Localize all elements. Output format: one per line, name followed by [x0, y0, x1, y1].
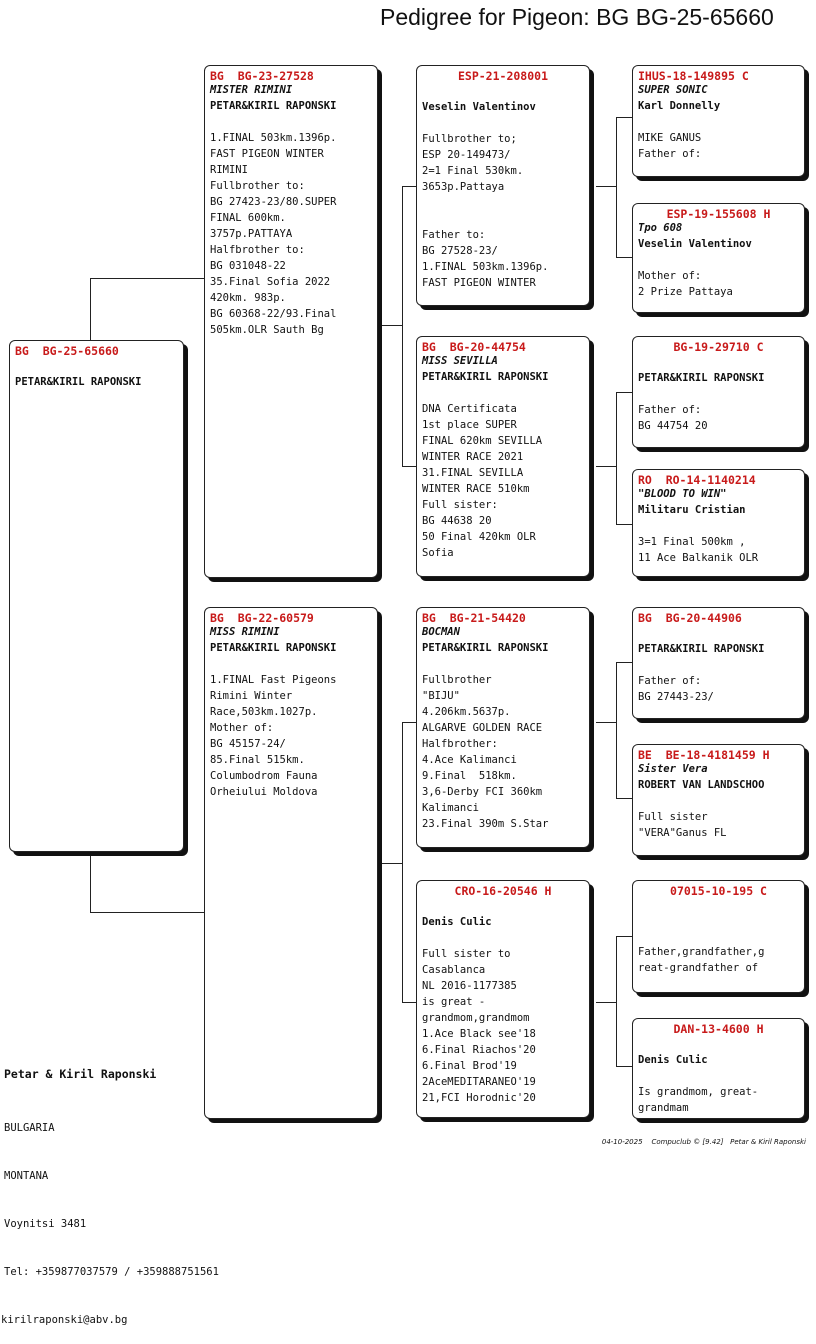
- connector: [616, 936, 617, 1066]
- ring-number: BG-19-29710 C: [673, 340, 764, 354]
- ring-number: ESP-21-208001: [457, 69, 548, 83]
- owner: Militaru Cristian: [638, 504, 746, 516]
- sire-dam-card[interactable]: [416, 336, 590, 577]
- ring-number: BG BG-20-44906: [638, 611, 742, 625]
- connector: [616, 257, 632, 258]
- pigeon-name: MISTER RIMINI: [210, 84, 293, 96]
- owner: Veselin Valentinov: [422, 101, 536, 113]
- connector: [90, 278, 91, 340]
- ring-number: RO RO-14-1140214: [638, 473, 756, 487]
- breeder-phone: Tel: +359877037579 / +359888751561: [4, 1266, 219, 1278]
- connector: [402, 186, 403, 466]
- connector: [90, 912, 204, 913]
- connector: [402, 466, 416, 467]
- ring-number: CRO-16-20546 H: [454, 884, 552, 898]
- ring-number: BG BG-20-44754: [422, 340, 526, 354]
- owner: PETAR&KIRIL RAPONSKI: [210, 642, 337, 654]
- owner: ROBERT VAN LANDSCHOO: [638, 779, 765, 791]
- ring-number: DAN-13-4600 H: [673, 1022, 764, 1036]
- connector: [616, 798, 632, 799]
- connector: [402, 186, 416, 187]
- notes: Full sister "VERA"Ganus FL: [638, 811, 727, 839]
- connector: [402, 722, 403, 1002]
- breeder-name: Petar & Kiril Raponski: [4, 1067, 157, 1081]
- footer-credits: 04-10-2025 Compuclub © [9.42] Petar & Kiril Raponski: [601, 1138, 806, 1146]
- breeder-town: Voynitsi 3481: [4, 1218, 87, 1230]
- connector: [90, 278, 204, 279]
- sire-dam-sire-card[interactable]: [632, 336, 805, 448]
- connector: [616, 1066, 632, 1067]
- owner: Veselin Valentinov: [638, 238, 752, 250]
- notes: 3=1 Final 500km , 11 Ace Balkanik OLR: [638, 536, 759, 564]
- ring-number: IHUS-18-149895 C: [638, 69, 749, 83]
- connector: [596, 1002, 616, 1003]
- pigeon-name: BOCMAN: [422, 626, 460, 638]
- breeder-email: kirilraponski@abv.bg: [1, 1314, 128, 1326]
- connector: [90, 852, 91, 912]
- dam-sire-sire-card[interactable]: [632, 607, 805, 719]
- pigeon-name: Tpo 608: [638, 222, 683, 234]
- dam-dam-dam-card[interactable]: [632, 1018, 805, 1119]
- connector: [402, 722, 416, 723]
- connector: [382, 863, 402, 864]
- connector: [616, 392, 632, 393]
- owner: Denis Culic: [422, 916, 492, 928]
- connector: [596, 466, 616, 467]
- notes: Is grandmom, great- grandmam: [638, 1086, 759, 1114]
- connector: [596, 186, 616, 187]
- connector: [402, 1002, 416, 1003]
- notes: Father of: BG 44754 20: [638, 404, 708, 432]
- connector: [616, 117, 617, 257]
- ring-number: BG BG-22-60579: [210, 611, 314, 625]
- notes: DNA Certificata 1st place SUPER FINAL 620km SEVILLA WINTER RACE 2021 31.FINAL SEVILLA WINTER RACE 510km Full sister: BG 44638 20 50 Final 420km OLR Sofia: [422, 403, 543, 559]
- notes: 1.FINAL Fast Pigeons Rimini Winter Race,503km.1027p. Mother of: BG 45157-24/ 85.Final 515km. Columbodrom Fauna Orheiului Moldova: [210, 674, 337, 798]
- notes: Mother of: 2 Prize Pattaya: [638, 270, 733, 298]
- ring-number: BE BE-18-4181459 H: [638, 748, 770, 762]
- notes: Full sister to Casablanca NL 2016-1177385 is great - grandmom,grandmom 1.Ace Black see'18 6.Final Riachos'20 6.Final Brod'19 2AceMEDITARANEO'19 21,FCI Horodnic'20: [422, 948, 536, 1104]
- sire-dam-dam-card[interactable]: [632, 469, 805, 577]
- connector: [382, 325, 402, 326]
- owner: Karl Donnelly: [638, 100, 721, 112]
- owner: PETAR&KIRIL RAPONSKI: [638, 643, 765, 655]
- owner: PETAR&KIRIL RAPONSKI: [210, 100, 337, 112]
- pigeon-name: "BLOOD TO WIN": [638, 488, 727, 500]
- page-title: Pedigree for Pigeon: BG BG-25-65660: [380, 4, 774, 30]
- notes: Father of: BG 27443-23/: [638, 675, 714, 703]
- owner: PETAR&KIRIL RAPONSKI: [638, 372, 765, 384]
- breeder-address: [1, 1034, 219, 1344]
- breeder-country: BULGARIA: [4, 1122, 55, 1134]
- owner: Denis Culic: [638, 1054, 708, 1066]
- connector: [616, 662, 632, 663]
- owner: PETAR&KIRIL RAPONSKI: [422, 371, 549, 383]
- pigeon-name: SUPER SONIC: [638, 84, 708, 96]
- owner: PETAR&KIRIL RAPONSKI: [422, 642, 549, 654]
- dam-dam-card[interactable]: [416, 880, 590, 1118]
- connector: [616, 392, 617, 524]
- connector: [616, 117, 632, 118]
- pigeon-name: MISS SEVILLA: [422, 355, 498, 367]
- dam-sire-dam-card[interactable]: [632, 744, 805, 856]
- subject-pigeon-card[interactable]: [9, 340, 184, 852]
- connector: [596, 722, 616, 723]
- ring-number: BG BG-25-65660: [15, 344, 119, 358]
- sire-sire-dam-card[interactable]: [632, 203, 805, 313]
- connector: [616, 662, 617, 798]
- notes: MIKE GANUS Father of:: [638, 132, 702, 160]
- ring-number: BG BG-21-54420: [422, 611, 526, 625]
- sire-sire-card[interactable]: [416, 65, 590, 306]
- notes: 1.FINAL 503km.1396p. FAST PIGEON WINTER RIMINI Fullbrother to: BG 27423-23/80.SUPER FINAL 600km. 3757p.PATTAYA Halfbrother to: BG 031048-22 35.Final Sofia 2022 420km. 983p. BG 60368-22/93.Final 505km.OLR Sauth Bg: [210, 132, 337, 336]
- owner: PETAR&KIRIL RAPONSKI: [15, 376, 142, 388]
- sire-sire-sire-card[interactable]: [632, 65, 805, 177]
- notes: Father,grandfather,g reat-grandfather of: [638, 946, 765, 974]
- ring-number: ESP-19-155608 H: [666, 207, 771, 221]
- notes: Fullbrother to; ESP 20-149473/ 2=1 Final 530km. 3653p.Pattaya Father to: BG 27528-23/ 1.FINAL 503km.1396p. FAST PIGEON WINTER: [422, 133, 549, 289]
- breeder-region: MONTANA: [4, 1170, 49, 1182]
- dam-card[interactable]: [204, 607, 378, 1119]
- pigeon-name: MISS RIMINI: [210, 626, 280, 638]
- pigeon-name: Sister Vera: [638, 763, 708, 775]
- ring-number: 07015-10-195 C: [670, 884, 767, 898]
- connector: [616, 524, 632, 525]
- connector: [616, 936, 632, 937]
- dam-dam-sire-card[interactable]: [632, 880, 805, 993]
- ring-number: BG BG-23-27528: [210, 69, 314, 83]
- dam-sire-card[interactable]: [416, 607, 590, 848]
- notes: Fullbrother "BIJU" 4.206km.5637p. ALGARVE GOLDEN RACE Halfbrother: 4.Ace Kalimanci 9.Final 518km. 3,6-Derby FCI 360km Kalimanci 23.Final 390m S.Star: [422, 674, 549, 830]
- sire-card[interactable]: [204, 65, 378, 578]
